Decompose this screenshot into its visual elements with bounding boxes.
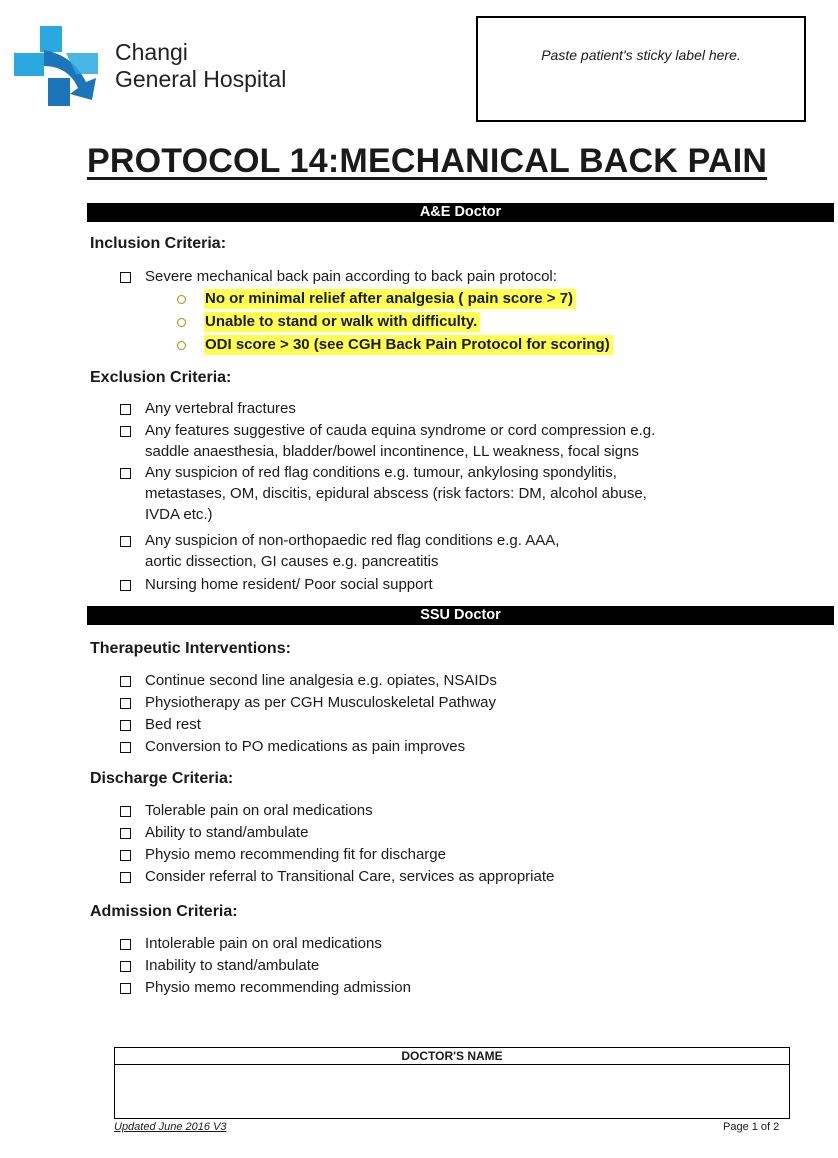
therapeutic-item[interactable]: Continue second line analgesia e.g. opiates, NSAIDs (120, 670, 497, 691)
sticky-label-instruction: Paste patient's sticky label here. (541, 47, 741, 63)
checkbox[interactable] (120, 426, 131, 437)
checkbox[interactable] (120, 720, 131, 731)
checkbox[interactable] (120, 961, 131, 972)
discharge-item[interactable]: Physio memo recommending fit for discharge (120, 844, 446, 865)
exclusion-item[interactable]: Any suspicion of red flag conditions e.g. tumour, ankylosing spondylitis, metastases, OM, discitis, epidural abscess (risk factors: DM, alcohol abuse, IVDA etc.) (120, 462, 647, 525)
hospital-name: Changi General Hospital (115, 39, 287, 92)
circle-bullet-icon (177, 318, 186, 327)
discharge-heading: Discharge Criteria: (90, 770, 234, 787)
checkbox[interactable] (120, 806, 131, 817)
exclusion-item[interactable]: Any suspicion of non-orthopaedic red flag conditions e.g. AAA, aortic dissection, GI causes e.g. pancreatitis (120, 530, 559, 572)
inclusion-subitem: No or minimal relief after analgesia ( pain score > 7) (171, 289, 576, 309)
therapeutic-heading: Therapeutic Interventions: (90, 640, 291, 657)
checkbox[interactable] (120, 850, 131, 861)
admission-item[interactable]: Intolerable pain on oral medications (120, 933, 382, 954)
checkbox[interactable] (120, 676, 131, 687)
checkbox[interactable] (120, 404, 131, 415)
discharge-item[interactable]: Ability to stand/ambulate (120, 822, 308, 843)
therapeutic-item[interactable]: Conversion to PO medications as pain improves (120, 736, 465, 757)
ssu-doctor-band: SSU Doctor (87, 606, 834, 625)
checkbox[interactable] (120, 698, 131, 709)
circle-bullet-icon (177, 295, 186, 304)
discharge-item[interactable]: Tolerable pain on oral medications (120, 800, 373, 821)
checkbox[interactable] (120, 872, 131, 883)
admission-heading: Admission Criteria: (90, 903, 238, 920)
checkbox[interactable] (120, 580, 131, 591)
checkbox[interactable] (120, 468, 131, 479)
footer-updated: Updated June 2016 V3 (114, 1121, 227, 1133)
footer-page-number: Page 1 of 2 (723, 1121, 780, 1133)
patient-label-box (476, 16, 806, 122)
checkbox[interactable] (120, 742, 131, 753)
exclusion-item[interactable]: Any vertebral fractures (120, 398, 296, 419)
exclusion-item[interactable]: Nursing home resident/ Poor social support (120, 574, 433, 595)
inclusion-subitem: Unable to stand or walk with difficulty. (171, 312, 480, 332)
exclusion-heading: Exclusion Criteria: (90, 369, 232, 386)
inclusion-item[interactable]: Severe mechanical back pain according to back pain protocol: (120, 266, 557, 287)
doctor-name-label: DOCTOR'S NAME (115, 1048, 789, 1065)
exclusion-item[interactable]: Any features suggestive of cauda equina syndrome or cord compression e.g. saddle anaesthesia, bladder/bowel incontinence, LL weakness, focal signs (120, 420, 655, 462)
ae-doctor-band: A&E Doctor (87, 203, 834, 222)
doctor-name-box[interactable] (114, 1047, 790, 1119)
admission-item[interactable]: Physio memo recommending admission (120, 977, 411, 998)
therapeutic-item[interactable]: Physiotherapy as per CGH Musculoskeletal Pathway (120, 692, 496, 713)
discharge-item[interactable]: Consider referral to Transitional Care, services as appropriate (120, 866, 554, 887)
checkbox[interactable] (120, 828, 131, 839)
circle-bullet-icon (177, 341, 186, 350)
therapeutic-item[interactable]: Bed rest (120, 714, 201, 735)
checkbox[interactable] (120, 939, 131, 950)
checkbox[interactable] (120, 983, 131, 994)
hospital-logo (14, 26, 334, 106)
admission-item[interactable]: Inability to stand/ambulate (120, 955, 319, 976)
hospital-cross-icon (14, 26, 106, 106)
checkbox[interactable] (120, 272, 131, 283)
page-title: PROTOCOL 14:MECHANICAL BACK PAIN (87, 142, 768, 180)
inclusion-heading: Inclusion Criteria: (90, 235, 227, 252)
inclusion-subitem: ODI score > 30 (see CGH Back Pain Protocol for scoring) (171, 335, 613, 355)
checkbox[interactable] (120, 536, 131, 547)
